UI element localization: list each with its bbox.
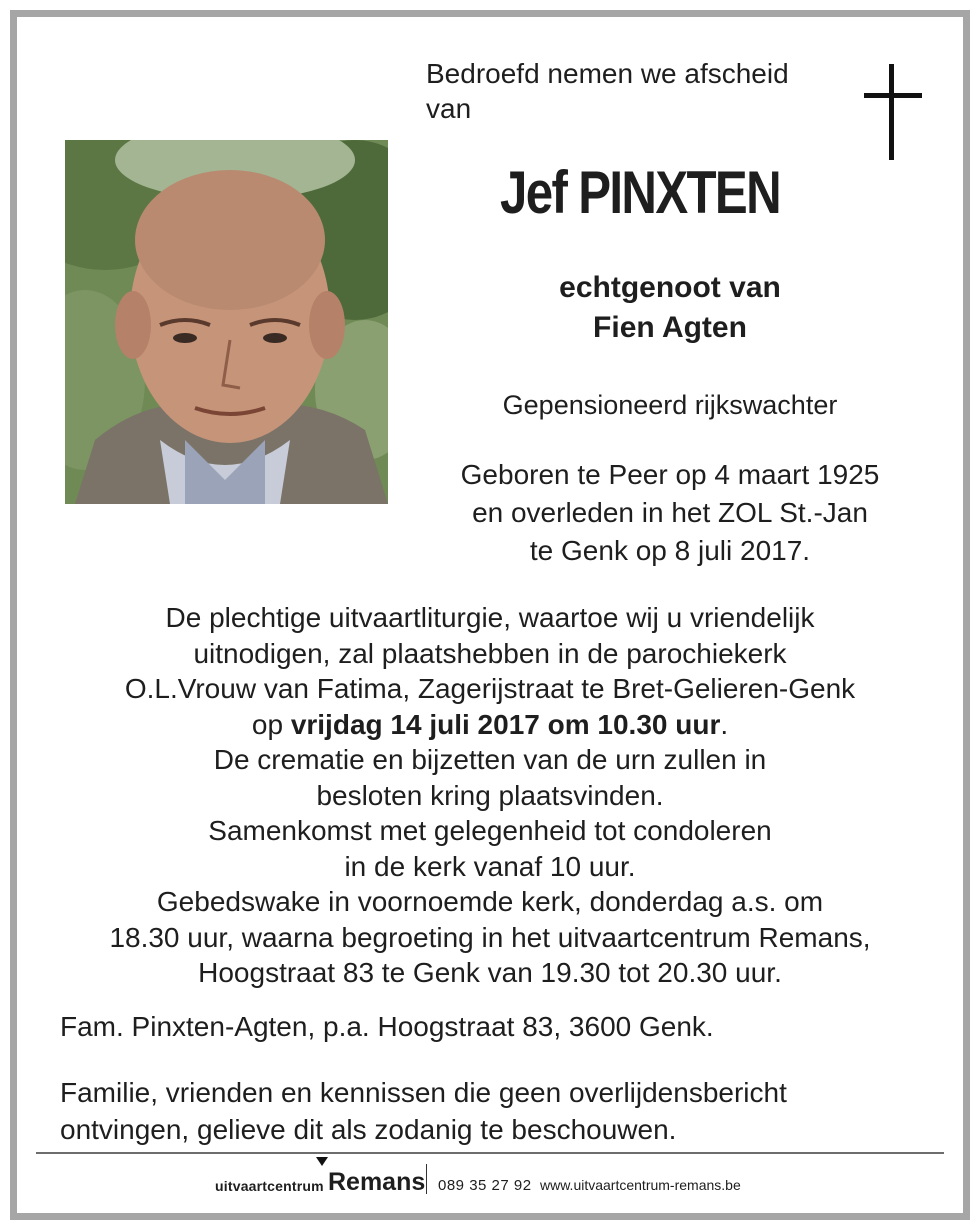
footer-divider	[36, 1152, 944, 1154]
service-date-line	[20, 707, 960, 743]
service-line: 18.30 uur, waarna begroeting in het uitvaartcentrum Remans,	[109, 921, 871, 953]
service-date-prefix: op	[251, 708, 284, 740]
notice-line: ontvingen, gelieve dit als zodanig te beschouwen.	[60, 1114, 677, 1145]
birth-death-line: en overleden in het ZOL St.-Jan	[472, 497, 868, 528]
footer	[0, 1162, 980, 1202]
service-line: Hoogstraat 83 te Genk van 19.30 tot 20.30 uur.	[198, 957, 782, 988]
service-line: in de kerk vanaf 10 uur.	[344, 850, 636, 882]
cross-icon	[864, 64, 922, 160]
service-line: O.L.Vrouw van Fatima, Zagerijstraat te Bret-Gelieren-Genk	[124, 673, 856, 704]
family-address: Fam. Pinxten-Agten, p.a. Hoogstraat 83, 3600 Genk.	[60, 1011, 714, 1042]
service-details	[20, 600, 960, 991]
deceased-name: Jef PINXTEN	[500, 159, 780, 226]
service-line: besloten kring plaatsvinden.	[316, 779, 664, 811]
footer-label: uitvaartcentrum	[215, 1178, 324, 1194]
footer-separator	[426, 1164, 427, 1194]
triangle-icon	[316, 1157, 328, 1166]
footer-brand: Remans	[328, 1168, 426, 1196]
footer-website[interactable]: www.uitvaartcentrum-remans.be	[540, 1177, 741, 1193]
occupation: Gepensioneerd rijkswachter	[502, 390, 838, 420]
intro-line: van	[426, 93, 472, 124]
spouse-name: Fien Agten	[593, 311, 747, 344]
service-line: Gebedswake in voornoemde kerk, donderdag a.s. om	[156, 886, 824, 917]
service-line: De plechtige uitvaartliturgie, waartoe wij u vriendelijk	[165, 602, 815, 633]
service-line: Samenkomst met gelegenheid tot condoleren	[208, 815, 772, 846]
spouse-label: echtgenoot van	[559, 271, 781, 304]
portrait-photo	[65, 140, 388, 504]
service-line: uitnodigen, zal plaatshebben in de parochiekerk	[193, 637, 787, 669]
birth-death-line: te Genk op 8 juli 2017.	[529, 535, 811, 566]
birth-death-block	[400, 456, 940, 570]
service-date: vrijdag 14 juli 2017 om 10.30 uur	[290, 708, 721, 740]
birth-death-line: Geboren te Peer op 4 maart 1925	[460, 459, 880, 490]
notice-block	[60, 1074, 787, 1148]
intro-line: Bedroefd nemen we afscheid	[426, 58, 789, 89]
spouse-block	[430, 268, 910, 348]
service-line: De crematie en bijzetten van de urn zullen in	[213, 744, 767, 775]
footer-phone: 089 35 27 92	[438, 1177, 532, 1194]
service-date-suffix: .	[720, 708, 729, 740]
intro-text	[426, 56, 846, 126]
notice-line: Familie, vrienden en kennissen die geen overlijdensbericht	[60, 1077, 787, 1108]
